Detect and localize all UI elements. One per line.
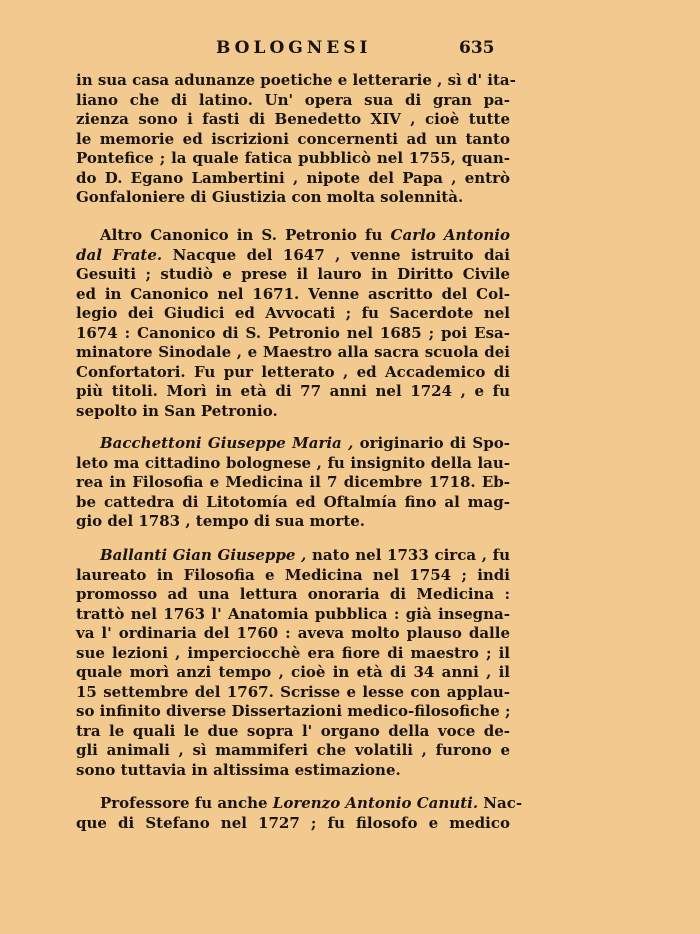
text-line: legio dei Giudici ed Avvocati ; fu Sacerdote nel (76, 304, 510, 322)
running-head: BOLOGNESI (216, 38, 372, 58)
person-name: Bacchettoni Giuseppe Maria , (100, 434, 354, 452)
text-run: nato nel 1733 circa , fu (306, 546, 510, 564)
paragraph-2 (76, 226, 510, 421)
text-run: Nac- (478, 794, 523, 812)
text-line (76, 226, 510, 246)
text-line: Pontefice ; la quale fatica pubblicò nel 1755, quan- (76, 149, 510, 167)
text-line: Confortatori. Fu pur letterato , ed Accademico di (76, 362, 510, 381)
text-line: be cattedra di Litotomía ed Oftalmía fino al mag- (76, 492, 510, 511)
text-line: que di Stefano nel 1727 ; fu filosofo e medico (76, 813, 510, 832)
text-line: gio del 1783 , tempo di sua morte. (76, 512, 366, 530)
text-line: promosso ad una lettura onoraria di Medicina : (76, 585, 510, 603)
text-line: sono tuttavia in altissima estimazione. (76, 760, 401, 779)
text-line: Gesuiti ; studiò e prese il lauro in Diritto Civile (76, 265, 510, 283)
text-line: sue lezioni , imperciocchè era fiore di maestro ; il (76, 643, 510, 662)
paragraph-5 (76, 794, 523, 833)
text-line: tra le quali le due sopra l' organo della voce de- (76, 721, 510, 740)
text-line: 1674 : Canonico di S. Petronio nel 1685 ; poi Esa- (76, 323, 510, 342)
person-name: Lorenzo Antonio Canuti. (272, 794, 479, 812)
text-line: gli animali , sì mammiferi che volatili , furono e (76, 741, 510, 759)
text-line: do D. Egano Lambertini , nipote del Papa , entrò (76, 168, 510, 187)
text-run: Nacque del 1647 , venne istruito dai (162, 245, 510, 264)
text-line: più titoli. Morì in età di 77 anni nel 1724 , e fu (76, 382, 510, 400)
text-line: zienza sono i fasti di Benedetto XIV , cioè tutte (76, 110, 510, 128)
text-line (76, 794, 523, 814)
text-line: liano che di latino. Un' opera sua di gran pa- (76, 90, 510, 109)
text-run: Altro Canonico in S. Petronio fu (100, 226, 391, 244)
text-line (76, 434, 510, 454)
person-name: Ballanti Gian Giuseppe , (100, 546, 307, 564)
text-line: 15 settembre del 1767. Scrisse e lesse con applau- (76, 682, 510, 701)
text-line: so infinito diverse Dissertazioni medico-filosofiche ; (76, 702, 511, 720)
text-line: leto ma cittadino bolognese , fu insignito della lau- (76, 453, 510, 472)
person-name: Carlo Antonio (390, 226, 510, 244)
paragraph-4 (76, 546, 510, 780)
text-line: sepolto in San Petronio. (76, 401, 278, 420)
text-line (76, 246, 510, 266)
text-line: le memorie ed iscrizioni concernenti ad un tanto (76, 129, 510, 148)
text-line: laureato in Filosofia e Medicina nel 1754 ; indi (76, 565, 510, 584)
text-line: va l' ordinaria del 1760 : aveva molto plauso dalle (76, 624, 510, 642)
text-line (76, 546, 510, 566)
page-number: 635 (459, 38, 495, 58)
paragraph-3 (76, 434, 510, 532)
text-line: in sua casa adunanze poetiche e letterarie , sì d' ita- (76, 71, 516, 89)
text-line: quale morì anzi tempo , cioè in età di 34 anni , il (76, 663, 510, 681)
text-line: ed in Canonico nel 1671. Venne ascritto del Col- (76, 284, 510, 303)
paragraph-1 (76, 71, 516, 208)
person-name: dal Frate. (76, 245, 163, 264)
text-line: Gonfaloniere di Giustizia con molta solennità. (76, 188, 464, 206)
text-line: minatore Sinodale , e Maestro alla sacra scuola dei (76, 343, 510, 361)
text-line: rea in Filosofia e Medicina il 7 dicembre 1718. Eb- (76, 473, 510, 491)
text-line: trattò nel 1763 l' Anatomia pubblica : già insegna- (76, 604, 510, 623)
text-run: Professore fu anche (100, 794, 273, 812)
text-run: originario di Spo- (353, 434, 510, 452)
